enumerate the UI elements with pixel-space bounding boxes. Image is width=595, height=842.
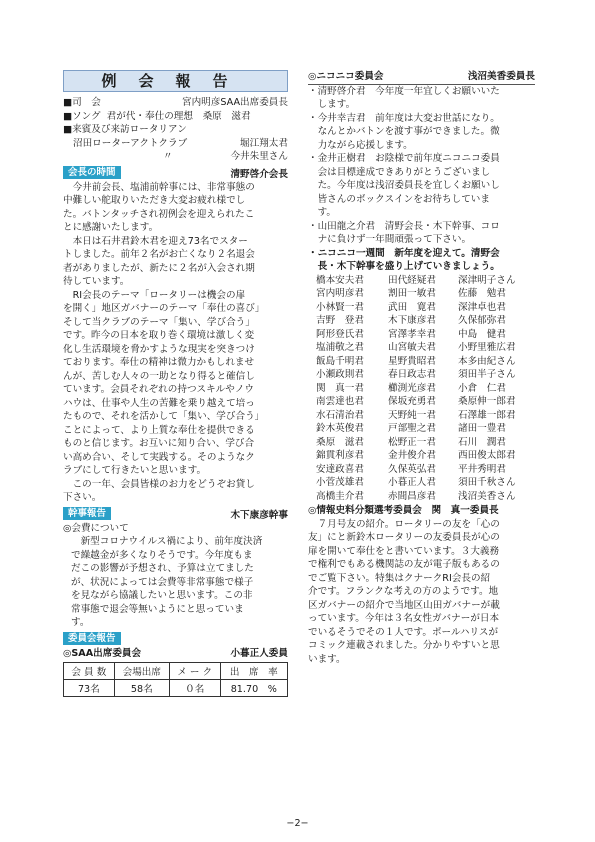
text-line: ています。会員それぞれの持つスキルやノウ <box>63 384 255 395</box>
table-header-cell: メ ー ク <box>169 663 220 680</box>
attendance-table <box>63 662 288 697</box>
text-line: んが、苦しむ人々の一助となり得ると確信し <box>63 370 255 382</box>
member-name: 小倉 仁君 <box>458 382 506 394</box>
member-name: 深津明子さん <box>458 274 516 286</box>
text-line: 中難しい舵取りいただき大変お疲れ様でし <box>63 195 246 206</box>
guests-label: ■来賓及び来訪ロータリアン <box>63 124 187 135</box>
guest-row-2 <box>63 150 288 164</box>
text-line: とに感謝いたします。 <box>63 222 159 233</box>
member-name: 久保郁弥君 <box>458 315 506 326</box>
text-line: で繰越金が多くなりそうです。今年度もま <box>71 549 253 561</box>
nikoniko-chair: 浅沼美香委員長 <box>467 71 535 82</box>
member-name: 小林賢一君 <box>316 301 364 313</box>
member-name: 飯島千明君 <box>316 355 364 367</box>
member-name: 南雲達也君 <box>316 396 364 407</box>
text-line: RI会長のテーマ「ロータリーは機会の扉 <box>63 289 246 301</box>
text-line: ことによって、より上質な奉仕を提供できる <box>63 424 255 436</box>
nikoniko-title: ◎ニコニコ委員会 <box>308 71 384 82</box>
text-line: 区ガバナーの紹介で当地区山田ガバナーが載 <box>308 599 500 611</box>
mc-label: ■司 会 <box>63 97 101 108</box>
table-cell: 58名 <box>114 680 169 697</box>
member-name: 山宮敏夫君 <box>388 342 436 353</box>
member-name: 宮内明彦君 <box>316 288 364 299</box>
week-line: ・ニコニコ一週間 新年度を迎えて。清野会 <box>308 247 500 259</box>
member-name: 錦貫利彦君 <box>316 450 364 461</box>
text-line: でいるそうでその１人です。ポールハリスが <box>308 626 499 638</box>
report-title: 例会報告 <box>63 70 288 92</box>
text-line: なんとかバトンを渡す事ができました。微 <box>308 126 500 137</box>
member-name: 天野純一君 <box>388 409 436 421</box>
member-name: 諸田一豊君 <box>458 423 506 434</box>
info-text <box>308 518 535 667</box>
text-line: 扉を開いて奉仕をと書いています。３大義務 <box>308 545 500 557</box>
member-name: 橋本安夫君 <box>316 274 364 286</box>
member-name-list <box>308 274 535 504</box>
table-cell: 73名 <box>64 680 115 697</box>
text-line: 皆さんのボックスインをお待ちしていま <box>308 193 490 205</box>
text-line: この一年、会員皆様のお力をどうぞお貸し <box>63 478 255 490</box>
text-line: トしました。前年２名がお亡くなり２名退会 <box>63 249 255 260</box>
member-name: 久保英弘君 <box>388 463 436 475</box>
member-name: 阿形登氏君 <box>316 328 364 340</box>
text-line: た。バトンタッチされ初例会を迎えられたこ <box>63 208 255 220</box>
member-name: 西田俊太郎君 <box>458 450 516 461</box>
guest-club: 沼田ローターアクトクラブ <box>73 137 188 149</box>
member-name: 保坂充勇君 <box>388 396 436 407</box>
member-name: 春日政志君 <box>388 369 436 380</box>
song-row <box>63 110 288 124</box>
member-name: 石澤雄一郎君 <box>458 409 516 421</box>
member-name: 関 真一君 <box>316 382 364 394</box>
text-line: が、状況によっては会費等非常事態で様子 <box>71 576 254 588</box>
president-text <box>63 181 288 505</box>
text-line: ・山田龍之介君 清野会長・木下幹事、コロ <box>308 220 500 232</box>
secretary-label: 幹事報告 <box>63 507 111 520</box>
text-line: 力ながら応援します。 <box>308 139 413 151</box>
text-line: っています。今年は３名女性ガバナーが日本 <box>308 613 500 624</box>
table-header-cell: 会場出席 <box>114 663 169 680</box>
text-line: たもので、それを活かして「集い、学び合う」 <box>63 411 265 422</box>
saa-speaker: 小暮正人委員 <box>230 647 288 659</box>
member-name: 星野貴昭君 <box>388 355 436 367</box>
nikoniko-header <box>308 70 535 85</box>
text-line: 会は目標達成できありがとうございまし <box>308 166 491 178</box>
text-line: い高め合い、そして実践する。そのようなク <box>63 451 255 463</box>
member-name: 宮澤孝幸君 <box>388 328 436 340</box>
text-line: そして当クラブのテーマ「集い、学び合う」 <box>63 316 255 328</box>
member-name: 金井俊介君 <box>388 450 436 461</box>
text-line: います。 <box>308 653 346 665</box>
secretary-heading: ◎会費について <box>63 522 129 534</box>
table-cell: 81.70 % <box>220 680 287 697</box>
table-row <box>64 680 288 697</box>
member-name: 小野里雅広君 <box>458 342 516 353</box>
president-speaker: 清野啓介会長 <box>230 168 288 180</box>
member-name: 須田千秋さん <box>458 477 516 488</box>
text-line: します。 <box>308 99 356 110</box>
member-name: 中島 健君 <box>458 328 506 340</box>
song-label: ■ソング <box>63 110 101 122</box>
text-line: 者がありましたが、新たに２名が入会され期 <box>63 262 255 274</box>
member-name: 鈴木英俊君 <box>316 423 364 434</box>
text-line: 常事態で退会等無いようにと思っていま <box>71 603 244 615</box>
week-line: 長・木下幹事を盛り上げていきましょう。 <box>308 261 500 272</box>
member-name: 平井秀明君 <box>458 463 506 475</box>
member-name: 松野正一君 <box>388 436 436 448</box>
table-header-cell: 会 員 数 <box>64 663 115 680</box>
secretary-header <box>63 507 288 521</box>
text-line: す。 <box>71 617 90 628</box>
member-name: 小暮正人君 <box>388 477 436 488</box>
member-name: 木下康彦君 <box>388 315 436 326</box>
text-line: ております。奉仕の精神は微力かもしれませ <box>63 357 255 368</box>
page-number: −2− <box>286 818 309 829</box>
nikoniko-text <box>308 85 535 274</box>
text-line: ナに負けず一年間頑張って下さい。 <box>308 234 472 245</box>
table-header-cell: 出 席 率 <box>220 663 287 680</box>
member-name: 小菅茂雄君 <box>316 477 364 488</box>
member-name: 深津卓也君 <box>458 301 506 313</box>
text-line: た。今年度は浅沼委員長を宜しくお願いし <box>308 180 500 191</box>
text-line: ハウは、仕事や人生の苦難を乗り越えて培っ <box>63 397 255 409</box>
member-name: 水石清治君 <box>316 409 364 421</box>
member-name: 戸部聖之君 <box>388 423 436 434</box>
song-name: 君が代・奉仕の理想 桑原 滋君 <box>106 110 251 122</box>
member-name: 櫛渕光彦君 <box>388 382 436 394</box>
member-name: 浅沼美香さん <box>458 490 516 502</box>
saa-row <box>63 647 288 661</box>
text-line: ７月号友の紹介。ロータリーの友を「心の <box>308 518 500 530</box>
president-label: 会長の時間 <box>63 166 121 179</box>
member-name: 小瀬政則君 <box>316 369 364 380</box>
text-line: ・今井幸吉君 前年度は大変お世話になり。 <box>308 112 500 124</box>
saa-title: ◎SAA出席委員会 <box>63 647 142 659</box>
text-line: ものと信じます。お互いに知り合い、学び合 <box>63 438 255 449</box>
text-line: ・清野啓介君 今年度一年宜しくお願いいた <box>308 85 500 97</box>
guest-ditto: 〃 <box>163 151 173 162</box>
text-line: で権利でもある機関誌の友が電子版もあるの <box>308 559 500 570</box>
committee-label: 委員会報告 <box>63 632 121 645</box>
member-name: 桑原 滋君 <box>316 436 364 448</box>
right-column <box>308 70 535 666</box>
guest-row-1 <box>63 137 288 151</box>
text-line: を見ながら協議したいと思います。この非 <box>71 590 253 601</box>
committee-header <box>63 632 288 646</box>
member-name: 割田一敏君 <box>388 288 436 299</box>
member-name: 赤間昌彦君 <box>388 490 436 502</box>
text-line: でご覧下さい。特集はクナークRI会長の紹 <box>308 572 491 584</box>
member-name: 本多由紀さん <box>458 355 516 367</box>
text-line: 新型コロナウイルス禍により、前年度決済 <box>71 536 263 547</box>
guest-name-1: 堀江翔太君 <box>240 137 288 149</box>
text-line: 化し生活環境を脅かすような現実を突きつけ <box>63 343 255 355</box>
member-name: 石川 潤君 <box>458 436 506 448</box>
text-line: 今井前会長、塩浦前幹事には、非常事態の <box>63 181 255 193</box>
text-line: ・金井正樹君 お陰様で前年度ニコニコ委員 <box>308 153 500 164</box>
member-name: 高橋圭介君 <box>316 490 364 502</box>
text-line: を開く」地区ガバナーのテーマ「奉仕の喜び」 <box>63 303 265 314</box>
member-name: 塩浦敬之君 <box>316 342 364 353</box>
member-name: 安達政喜君 <box>316 463 364 475</box>
text-line: だこの影響が予想され、予算は立てました <box>71 563 254 574</box>
member-name: 桑原伸一郎君 <box>458 396 516 407</box>
member-name: 吉野 登君 <box>316 315 364 326</box>
text-line: コミック連載されました。分かりやすいと思 <box>308 640 500 651</box>
table-header-row <box>64 663 288 680</box>
text-line: 友」にと新鈴木ロータリーの友委員長が心の <box>308 532 500 543</box>
member-name: 田代経疑君 <box>388 274 436 286</box>
text-line: 待しています。 <box>63 276 130 287</box>
text-line: す。 <box>308 207 337 218</box>
president-header <box>63 166 288 180</box>
guest-name-2: 今井朱里さん <box>230 151 288 162</box>
member-name: 佐藤 勉君 <box>458 288 506 299</box>
info-title: ◎情報史料分類選考委員会 関 真一委員長 <box>308 505 499 516</box>
member-name: 須田半子さん <box>458 369 516 380</box>
member-name: 武田 寛君 <box>388 301 436 313</box>
text-line: 下さい。 <box>63 492 102 503</box>
left-column <box>63 70 288 697</box>
text-line: です。昨今の日本を取り巻く環境は激しく変 <box>63 330 255 341</box>
table-cell: ０名 <box>169 680 220 697</box>
mc-name: 宮内明彦SAA出席委員長 <box>181 97 288 108</box>
text-line: ラブにして行きたいと思います。 <box>63 465 207 476</box>
text-line: 介です。フランクな考えの方のようです。地 <box>308 586 499 597</box>
secretary-text <box>63 535 288 630</box>
text-line: 本日は石井君鈴木君を迎え73名でスター <box>63 235 248 247</box>
mc-row <box>63 96 288 110</box>
secretary-speaker: 木下康彦幹事 <box>230 509 288 521</box>
